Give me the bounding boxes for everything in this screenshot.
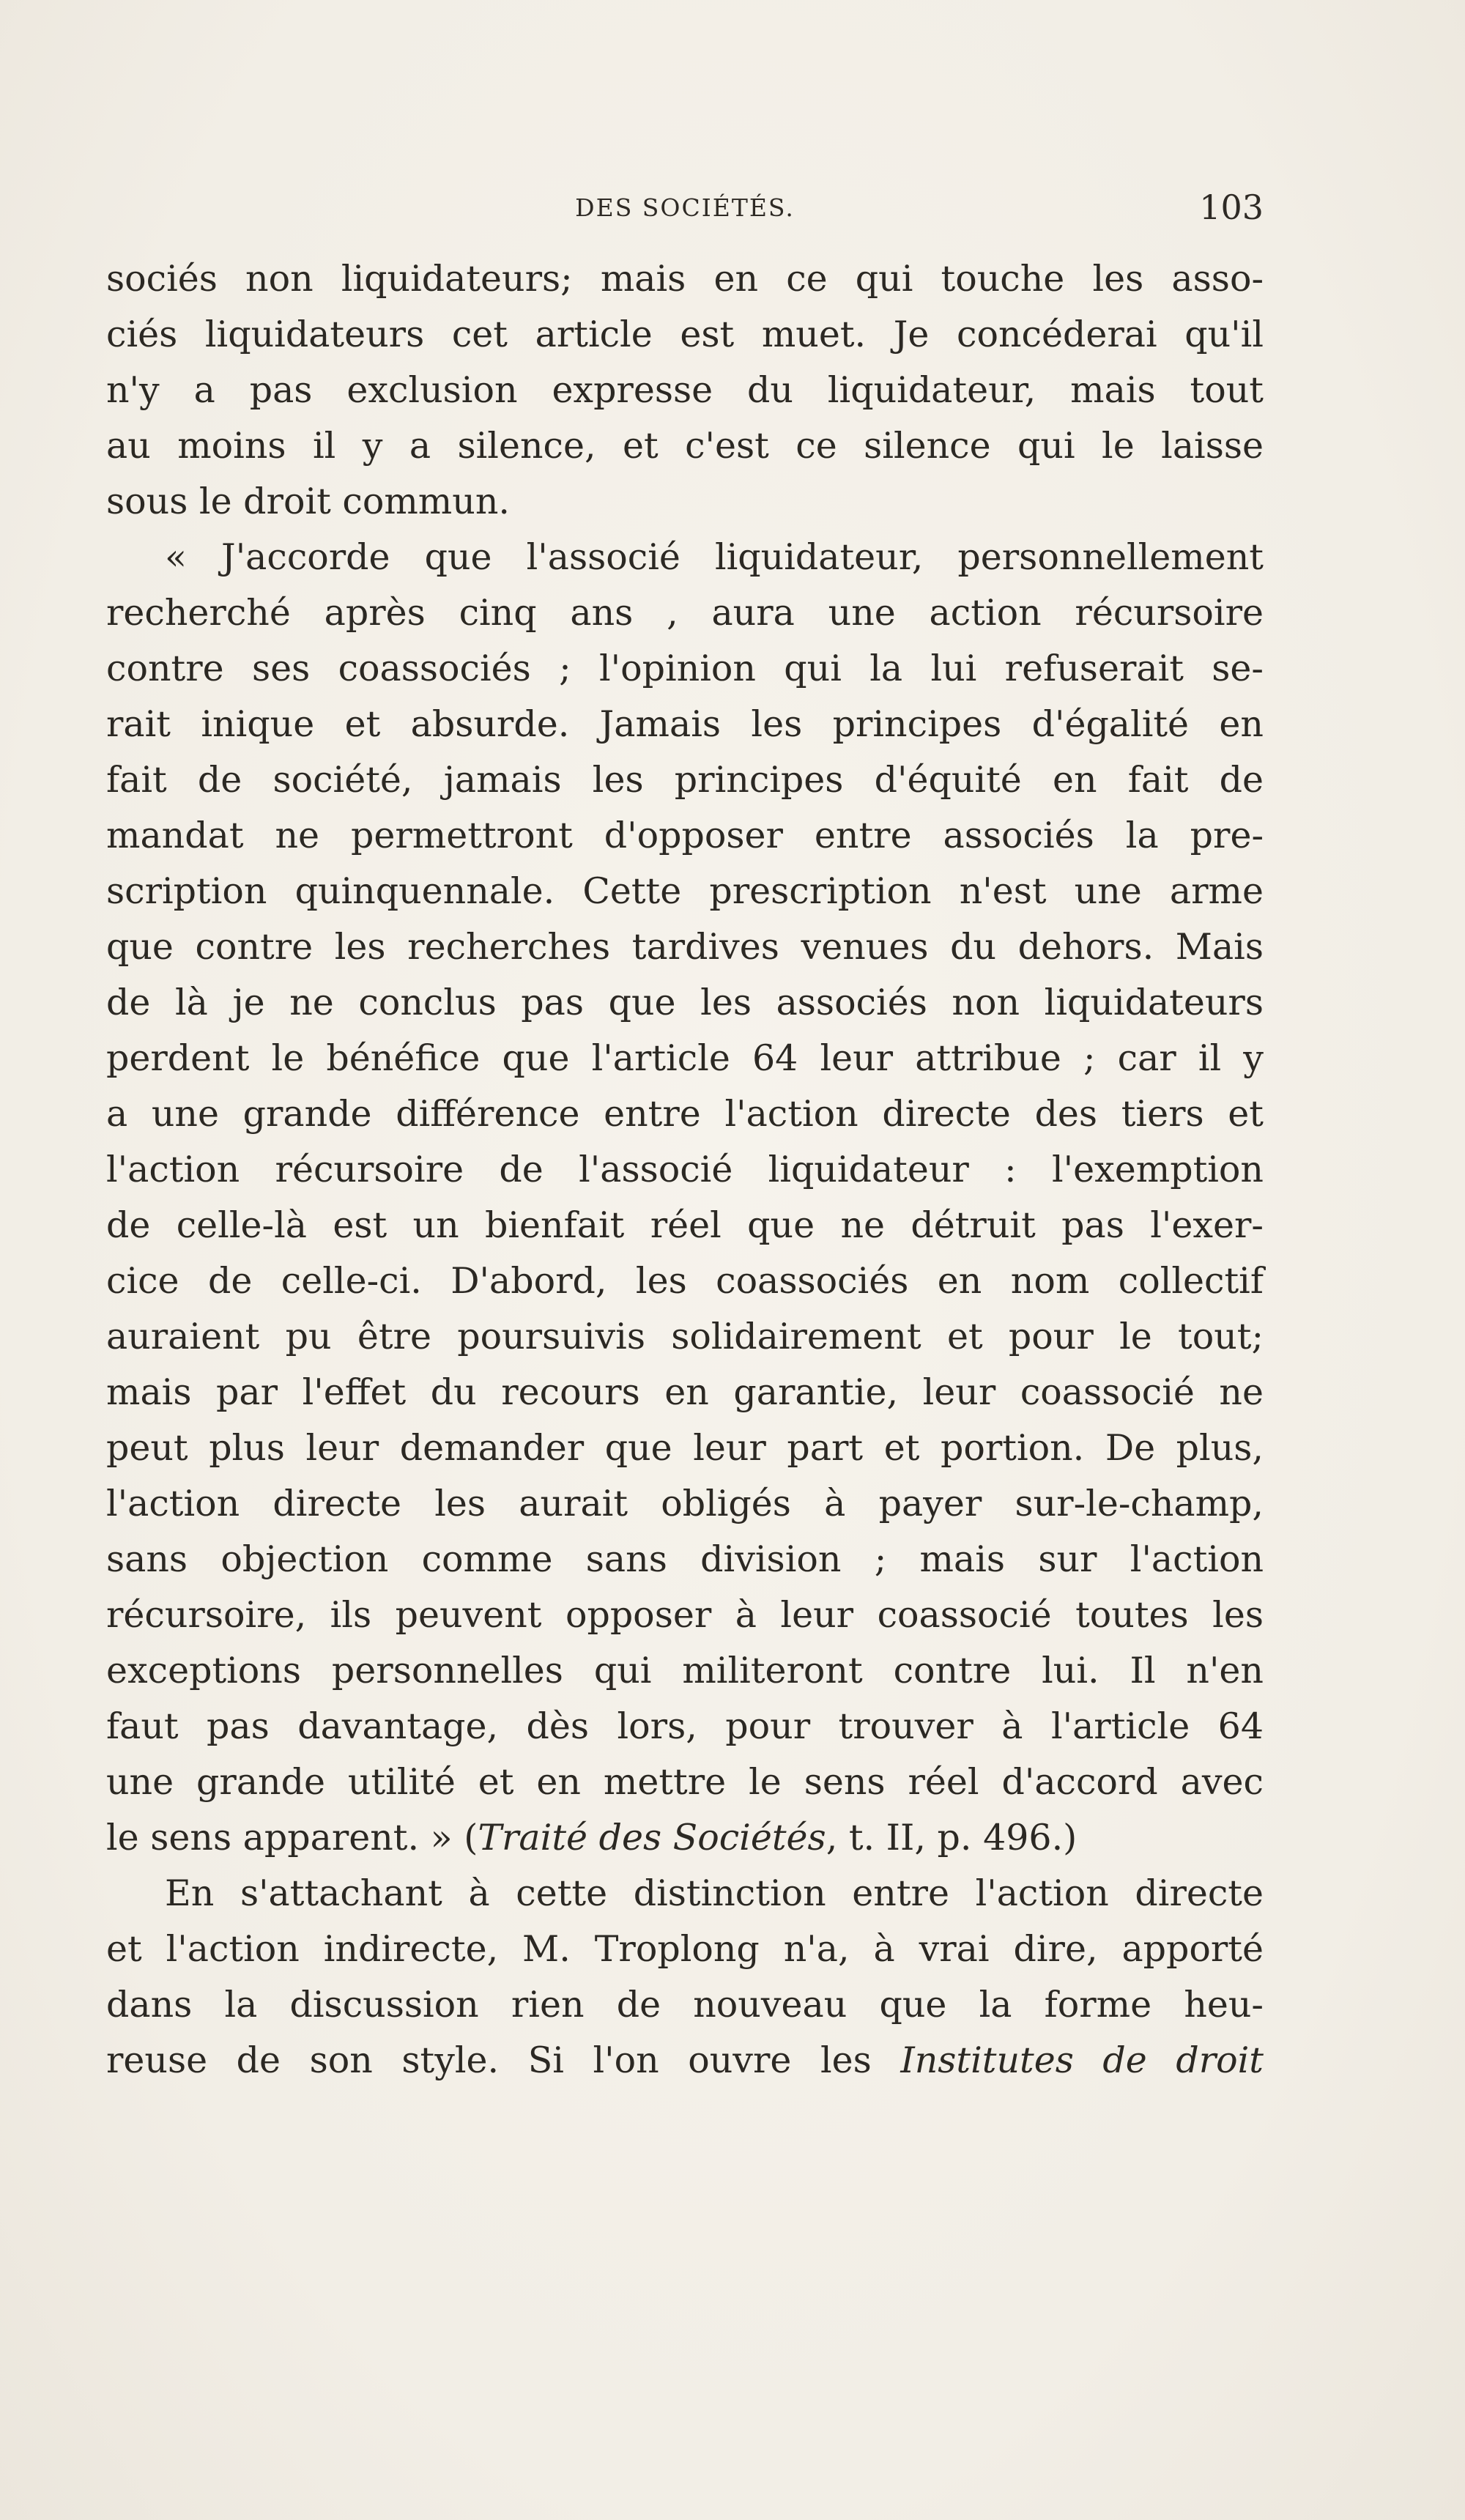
text-line: récursoire, ils peuvent opposer à leur coassocié toutes les — [106, 1594, 1264, 1636]
closing-text: reuse de son style. Si l'on ouvre les — [106, 2039, 901, 2081]
text-line: En s'attachant à cette distinction entre l'action directe — [165, 1872, 1264, 1914]
closing-line — [106, 2033, 1264, 2089]
citation-text: le sens apparent. » ( — [106, 1817, 478, 1858]
text-line: rait inique et absurde. Jamais les principes d'égalité en — [106, 703, 1264, 745]
text-line: cice de celle-ci. D'abord, les coassociés en nom collectif — [106, 1260, 1264, 1302]
text-line: scription quinquennale. Cette prescription n'est une arme — [106, 870, 1264, 912]
text-line: exceptions personnelles qui militeront contre lui. Il n'en — [106, 1650, 1264, 1691]
text-line: perdent le bénéfice que l'article 64 leur attribue ; car il y — [106, 1037, 1264, 1079]
text-line: n'y a pas exclusion expresse du liquidateur, mais tout — [106, 369, 1264, 411]
text-line: ciés liquidateurs cet article est muet. Je concéderai qu'il — [106, 314, 1264, 355]
text-line: et l'action indirecte, M. Troplong n'a, à vrai dire, apporté — [106, 1928, 1264, 1970]
body-text — [106, 251, 1264, 2089]
text-line: sociés non liquidateurs; mais en ce qui touche les asso- — [106, 258, 1264, 300]
text-line: fait de société, jamais les principes d'équité en fait de — [106, 759, 1264, 801]
text-line: sans objection comme sans division ; mais sur l'action — [106, 1538, 1264, 1580]
running-head: DES SOCIÉTÉS. — [575, 193, 795, 222]
closing-title: Institutes de droit — [900, 2039, 1264, 2081]
text-line: mandat ne permettront d'opposer entre associés la pre- — [106, 815, 1264, 856]
text-line: l'action directe les aurait obligés à payer sur-le-champ, — [106, 1483, 1264, 1524]
text-line: de là je ne conclus pas que les associés non liquidateurs — [106, 982, 1264, 1023]
text-line: contre ses coassociés ; l'opinion qui la lui refuserait se- — [106, 648, 1264, 689]
text-line: auraient pu être poursuivis solidairement et pour le tout; — [106, 1316, 1264, 1357]
text-line: recherché après cinq ans , aura une action récursoire — [106, 592, 1264, 634]
page-header — [106, 188, 1264, 231]
citation-ref: , t. II, p. 496.) — [826, 1817, 1078, 1858]
text-line: a une grande différence entre l'action directe des tiers et — [106, 1093, 1264, 1135]
text-line: mais par l'effet du recours en garantie, leur coassocié ne — [106, 1371, 1264, 1413]
text-line: de celle-là est un bienfait réel que ne détruit pas l'exer- — [106, 1204, 1264, 1246]
text-line: sous le droit commun. — [106, 481, 510, 522]
text-line: faut pas davantage, dès lors, pour trouver à l'article 64 — [106, 1705, 1264, 1747]
citation-line — [106, 1810, 1264, 1866]
text-line: une grande utilité et en mettre le sens réel d'accord avec — [106, 1761, 1264, 1803]
text-line: dans la discussion rien de nouveau que la forme heu- — [106, 1984, 1264, 2026]
text-line: « J'accorde que l'associé liquidateur, personnellement — [165, 536, 1264, 578]
text-line: peut plus leur demander que leur part et portion. De plus, — [106, 1427, 1264, 1469]
page-number: 103 — [1199, 188, 1264, 227]
text-line: que contre les recherches tardives venues du dehors. Mais — [106, 926, 1264, 968]
text-line: au moins il y a silence, et c'est ce silence qui le laisse — [106, 425, 1264, 467]
citation-title: Traité des Sociétés — [478, 1817, 826, 1858]
text-line: l'action récursoire de l'associé liquidateur : l'exemption — [106, 1149, 1264, 1190]
